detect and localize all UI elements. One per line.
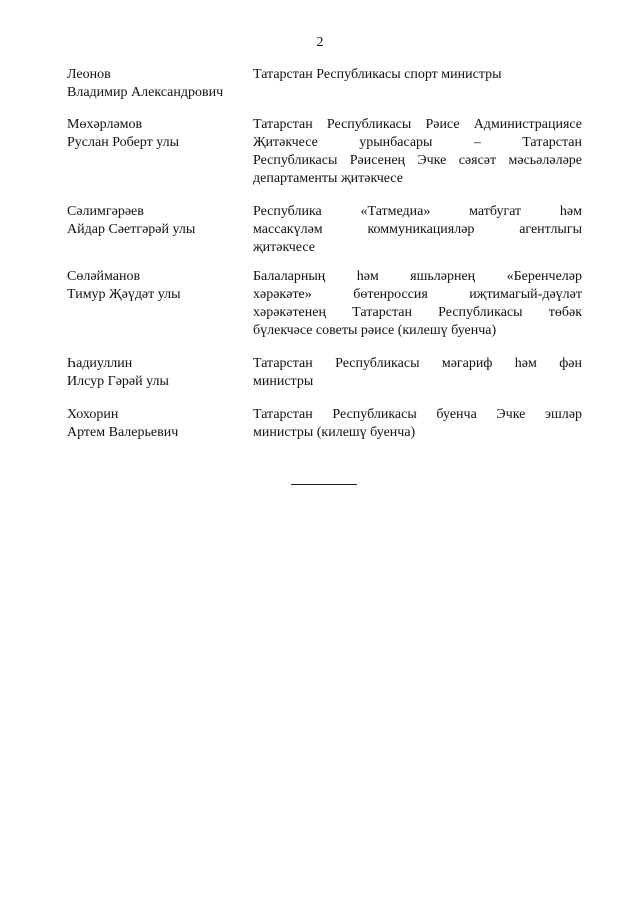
person-position (253, 116, 582, 188)
person-name (67, 355, 252, 391)
person-surname: Хохорин (67, 407, 119, 422)
person-position (253, 66, 582, 84)
closing-divider (291, 484, 357, 485)
position-line: департаменты җитәкчесе (253, 171, 403, 186)
position-line: хәрәкәтенең Татарстан Республикасы төбәк (253, 305, 582, 320)
person-name (67, 66, 252, 102)
position-line: Җитәкчесе урынбасары – Татарстан (253, 135, 582, 150)
person-given-name: Артем Валерьевич (67, 425, 179, 440)
person-position (253, 268, 582, 340)
position-line: җитәкчесе (253, 240, 315, 255)
person-given-name: Владимир Александрович (67, 85, 224, 100)
person-position (253, 406, 582, 442)
person-surname: Сәлимгәрәев (67, 204, 144, 219)
page-number: 2 (316, 35, 324, 50)
person-name (67, 116, 252, 152)
position-line: массакүләм коммуникацияләр агентлыгы (253, 222, 582, 237)
person-name (67, 406, 252, 442)
person-position (253, 203, 582, 257)
position-line: Балаларның һәм яшьләрнең «Беренчеләр (253, 269, 582, 284)
position-line: Татарстан Республикасы спорт министры (253, 67, 502, 82)
person-given-name: Тимур Җәүдәт улы (67, 287, 181, 302)
position-line: Республикасы Рәисенең Эчке сәясәт мәсьәләләре (253, 153, 582, 168)
position-line: Татарстан Республикасы мәгариф һәм фән (253, 356, 582, 371)
position-line: министры (253, 374, 314, 389)
person-name (67, 203, 252, 239)
position-line: Республика «Татмедиа» матбугат һәм (253, 204, 582, 219)
person-surname: Һадиуллин (67, 356, 133, 371)
position-line: Татарстан Республикасы буенча Эчке эшләр (253, 407, 582, 422)
person-surname: Сөләйманов (67, 269, 141, 284)
person-surname: Мөхәрләмов (67, 117, 143, 132)
position-line: хәрәкәте» бөтенроссия иҗтимагый-дәүләт (253, 287, 582, 302)
position-line: бүлекчәсе советы рәисе (килешү буенча) (253, 323, 497, 338)
person-position (253, 355, 582, 391)
position-line: Татарстан Республикасы Рәисе Администрациясе (253, 117, 582, 132)
person-surname: Леонов (67, 67, 111, 82)
person-name (67, 268, 252, 304)
person-given-name: Руслан Роберт улы (67, 135, 179, 150)
person-given-name: Илсур Гәрәй улы (67, 374, 169, 389)
position-line: министры (килешү буенча) (253, 425, 416, 440)
person-given-name: Айдар Сәетгәрәй улы (67, 222, 196, 237)
